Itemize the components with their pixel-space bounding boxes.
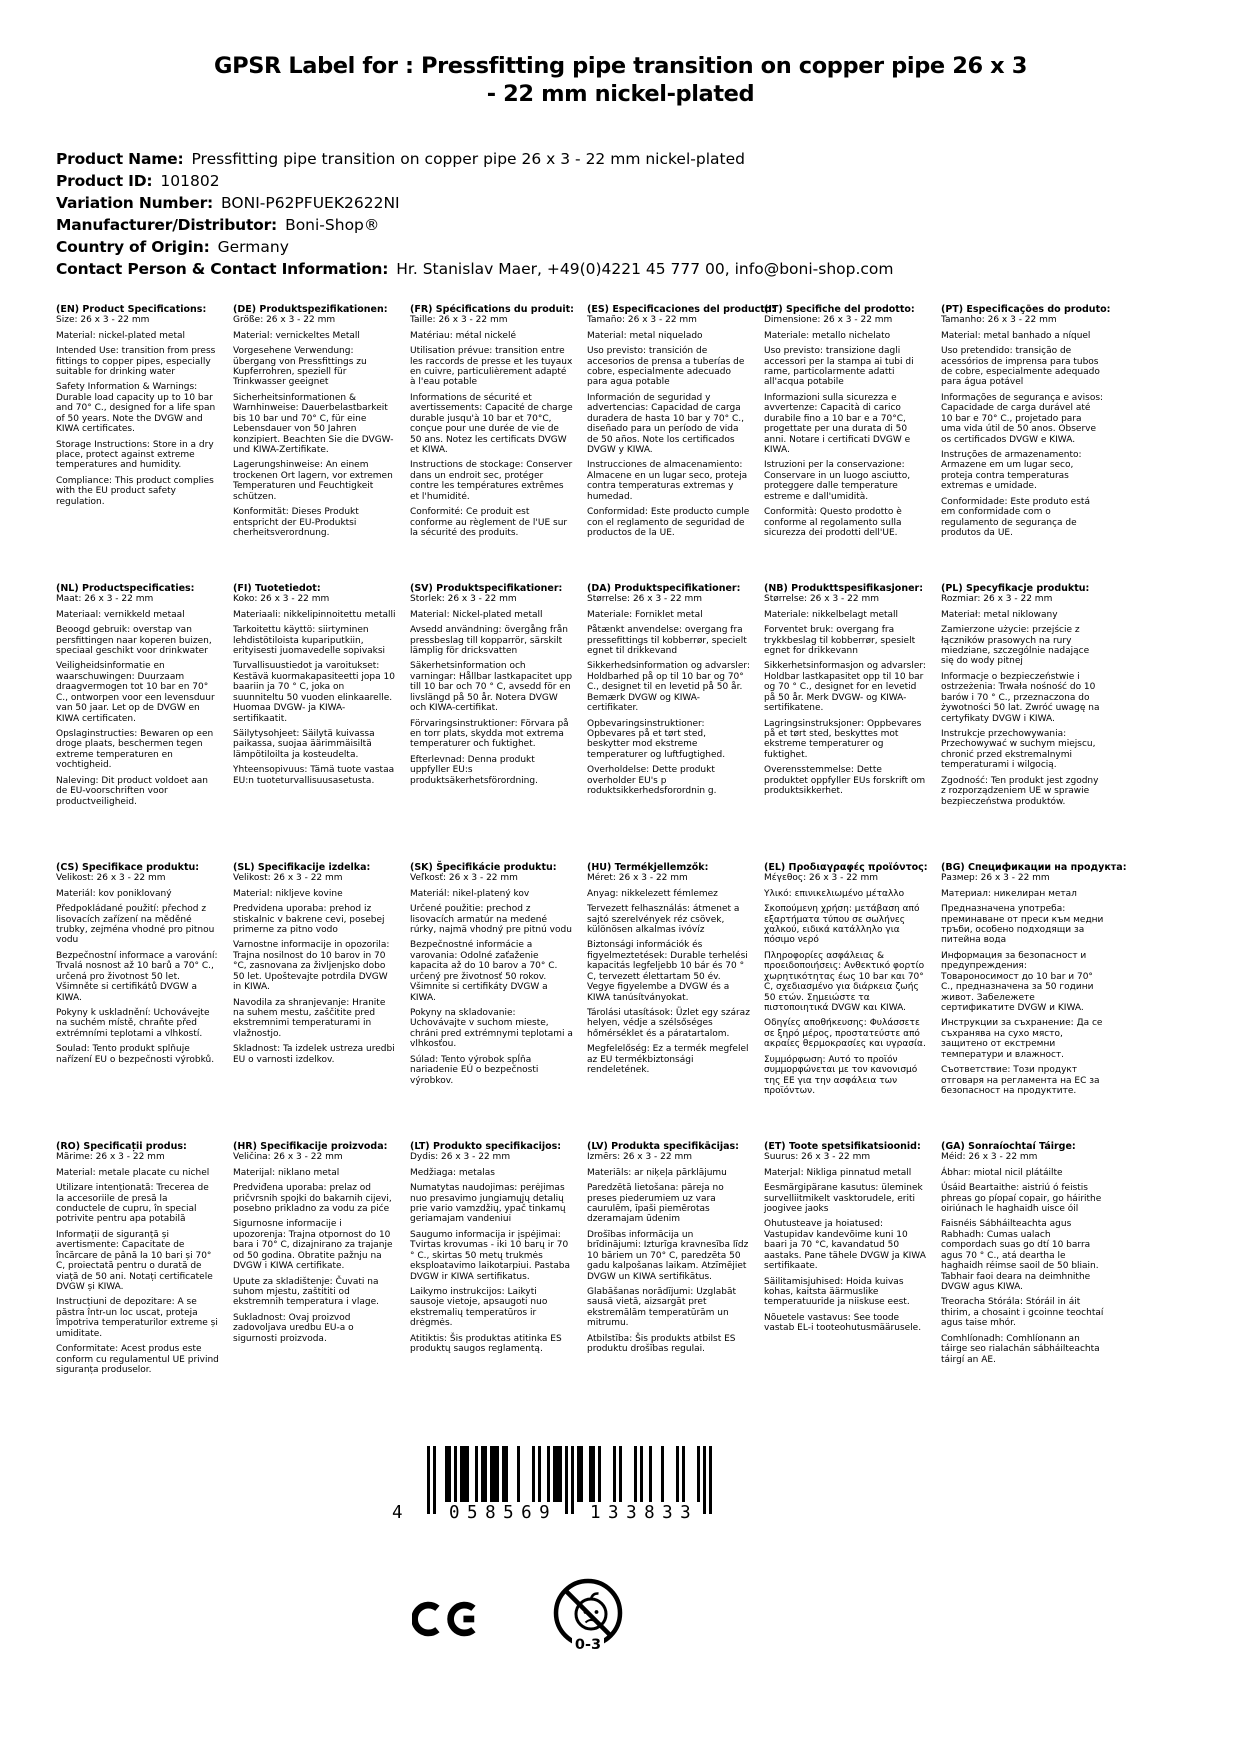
spec-block-header: (SK) Špecifikácie produktu: xyxy=(410,862,557,873)
spec-block-header: (CS) Specifikace produktu: xyxy=(56,862,200,873)
spec-paragraph: Material: Nickel-plated metall xyxy=(410,609,543,620)
spec-block-hu xyxy=(587,862,750,1141)
spec-paragraph: Tamaño: 26 x 3 - 22 mm xyxy=(587,315,697,326)
spec-paragraph: Veličina: 26 x 3 - 22 mm xyxy=(233,1152,343,1163)
spec-block-hr xyxy=(233,1141,396,1420)
spec-paragraph: Материал: никелиран метал xyxy=(941,888,1077,899)
product-info-row xyxy=(56,236,1241,258)
barcode-digits xyxy=(392,1502,712,1526)
spec-paragraph: Sigurnosne informacije i upozorenja: Trajna otpornost do 10 bara i 70° C, dizajnirano za trajanje od 50 godina. Obratite pažnju na DVGW i KIWA certifikate. xyxy=(233,1219,393,1272)
spec-paragraph: Naleving: Dit product voldoet aan de EU-voorschriften voor productveiligheid. xyxy=(56,775,208,807)
spec-paragraph: Beoogd gebruik: overstap van persfittingen naar koperen buizen, speciaal geschikt voor drinkwater xyxy=(56,625,212,656)
spec-paragraph: Uso previsto: transición de accesorios de prensa a tuberías de cobre, especialmente adecuado para agua potable xyxy=(587,346,745,388)
spec-paragraph: Material: nikljeve kovine xyxy=(233,888,343,899)
bottom-section xyxy=(0,1438,1241,1698)
spec-paragraph: Påtænkt anvendelse: overgang fra pressefittings til kobberrør, specielt egnet til drikkevand xyxy=(587,625,747,656)
spec-block-lv xyxy=(587,1141,750,1420)
spec-block-header: (RO) Specificații produs: xyxy=(56,1141,187,1152)
ean13-barcode xyxy=(392,1446,712,1523)
spec-paragraph: Uso previsto: transizione dagli accessori per la stampa ai tubi di rame, particolarmente adatti all'acqua potabile xyxy=(764,346,914,388)
spec-block-header: (SV) Produktspecifikationer: xyxy=(410,583,563,594)
spec-block-header: (PL) Specyfikacje produktu: xyxy=(941,583,1090,594)
spec-paragraph: Размер: 26 x 3 - 22 mm xyxy=(941,873,1050,884)
spec-paragraph: Materiál: nikel-platený kov xyxy=(410,888,530,899)
spec-block-bg xyxy=(941,862,1127,1141)
spec-paragraph: Ábhar: miotal nicil plátáilte xyxy=(941,1167,1063,1178)
spec-paragraph: Numatytas naudojimas: perėjimas nuo presavimo jungiamųjų detalių prie vario vamzdžių, ypač tinkamų geriamajam vandeniui xyxy=(410,1183,566,1225)
spec-paragraph: Veiligheidsinformatie en waarschuwingen: Duurzaam draagvermogen tot 10 bar en 70° C., ontworpen voor een levensduur van 50 jaar. Let op de DVGW en KIWA certificaten. xyxy=(56,661,215,724)
age-warning-0-3-icon xyxy=(549,1576,627,1658)
info-label: Manufacturer/Distributor: xyxy=(56,216,278,234)
spec-paragraph: Materiāls: ar niķeļa pārklājumu xyxy=(587,1167,727,1178)
spec-paragraph: Určené použitie: prechod z lisovacích armatúr na medené rúrky, najmä vhodný pre pitnú vodu xyxy=(410,904,572,935)
spec-paragraph: Materijal: niklano metal xyxy=(233,1167,340,1178)
spec-paragraph: Størrelse: 26 x 3 - 22 mm xyxy=(764,594,879,605)
spec-paragraph: Υλικό: επινικελιωμένο μέταλλο xyxy=(764,888,905,899)
spec-paragraph: Saugumo informacija ir įspėjimai: Tvirtas krovumas - iki 10 barų ir 70 ° C., skirtas 50 metų trukmės eksploatavimo laikotarpiui. Pastaba DVGW ir KIWA sertifikatus. xyxy=(410,1229,570,1282)
info-value: Hr. Stanislav Maer, +49(0)4221 45 777 00, info@boni-shop.com xyxy=(396,260,894,278)
spec-block-fr xyxy=(410,304,573,583)
spec-paragraph: Storlek: 26 x 3 - 22 mm xyxy=(410,594,517,605)
spec-paragraph: Overensstemmelse: Dette produktet oppfyller EUs forskrift om produktsikkerhet. xyxy=(764,765,926,797)
spec-block-header: (GA) Sonraíochtaí Táirge: xyxy=(941,1141,1076,1152)
spec-paragraph: Velikost: 26 x 3 - 22 mm xyxy=(56,873,166,884)
info-value: BONI-P62PFUEK2622NI xyxy=(221,194,400,212)
spec-paragraph: Istruzioni per la conservazione: Conservare in un luogo asciutto, proteggere dalle temperature estreme e dall'umidità. xyxy=(764,460,911,502)
spec-paragraph: Größe: 26 x 3 - 22 mm xyxy=(233,315,336,326)
spec-paragraph: Dydis: 26 x 3 - 22 mm xyxy=(410,1152,511,1163)
spec-block-header: (SL) Specifikacije izdelka: xyxy=(233,862,371,873)
barcode-left-digit: 4 xyxy=(392,1503,403,1523)
spec-paragraph: Materiał: metal niklowany xyxy=(941,609,1058,620)
spec-paragraph: Anyag: nikkelezett fémlemez xyxy=(587,888,718,899)
spec-paragraph: Biztonsági információk és figyelmeztetések: Durable terhelési kapacitás legfeljebb 10 bár és 70 ° C, tervezett élettartam 50 év. Vegye figyelembe a DVGW és a KIWA tanúsítványokat. xyxy=(587,940,748,1003)
spec-paragraph: Tamanho: 26 x 3 - 22 mm xyxy=(941,315,1057,326)
spec-paragraph: Säilytysohjeet: Säilytä kuivassa paikassa, suojaa äärimmäisiltä lämpötiloilta ja kosteudelta. xyxy=(233,729,375,760)
spec-paragraph: Tervezett felhasználás: átmenet a sajtó szerelvények réz csövek, különösen alkalmas ivóvíz xyxy=(587,904,740,935)
page-title xyxy=(0,0,1241,108)
spec-block-header: (HU) Termékjellemzők: xyxy=(587,862,709,873)
spec-paragraph: Koko: 26 x 3 - 22 mm xyxy=(233,594,330,605)
spec-paragraph: Yhteensopivuus: Tämä tuote vastaa EU:n tuoteturvallisuusasetusta. xyxy=(233,765,395,786)
spec-paragraph: Suurus: 26 x 3 - 22 mm xyxy=(764,1152,871,1163)
spec-paragraph: Instrucciones de almacenamiento: Almacene en un lugar seco, proteja contra temperaturas extremas y humedad. xyxy=(587,460,748,502)
product-info-row xyxy=(56,170,1241,192)
spec-block-nl xyxy=(56,583,219,862)
info-label: Product Name: xyxy=(56,150,184,168)
spec-block-ga xyxy=(941,1141,1104,1420)
spec-paragraph: Upute za skladištenje: Čuvati na suhom mjestu, zaštititi od ekstremnih temperatura i vlage. xyxy=(233,1276,379,1308)
spec-paragraph: Opslaginstructies: Bewaren op een droge plaats, beschermen tegen extreme temperaturen en vochtigheid. xyxy=(56,729,214,771)
spec-block-header: (DE) Produktspezifikationen: xyxy=(233,304,388,315)
spec-block-es xyxy=(587,304,776,583)
spec-paragraph: Izmērs: 26 x 3 - 22 mm xyxy=(587,1152,693,1163)
spec-block-sv xyxy=(410,583,573,862)
spec-paragraph: Material: metal banhado a níquel xyxy=(941,330,1091,341)
spec-block-pt xyxy=(941,304,1111,583)
spec-paragraph: Předpokládané použití: přechod z lisovacích zařízení na měděné trubky, zejména vhodné pro pitnou vodu xyxy=(56,904,215,946)
info-label: Variation Number: xyxy=(56,194,214,212)
spec-paragraph: Instrukcje przechowywania: Przechowywać w suchym miejscu, chronić przed ekstremalnymi temperaturami i wilgocią. xyxy=(941,729,1096,771)
spec-paragraph: Mărime: 26 x 3 - 22 mm xyxy=(56,1152,165,1163)
spec-paragraph: Atitiktis: Šis produktas atitinka ES produktų saugos reglamentą. xyxy=(410,1333,562,1355)
spec-paragraph: Informazioni sulla sicurezza e avvertenze: Capacità di carico durabile fino a 10 bar e a 70°C, progettate per una durata di 50 anni. Notare i certificati DVGW e KIWA. xyxy=(764,392,911,456)
spec-block-fi xyxy=(233,583,396,862)
spec-paragraph: Οδηγίες αποθήκευσης: Φυλάσσετε σε ξηρό μέρος, προστατεύστε από ακραίες θερμοκρασίες και υγρασία. xyxy=(764,1018,926,1050)
spec-paragraph: Størrelse: 26 x 3 - 22 mm xyxy=(587,594,702,605)
spec-block-header: (BG) Спецификации на продукта: xyxy=(941,862,1127,873)
spec-block-sl xyxy=(233,862,396,1141)
spec-block-ro xyxy=(56,1141,219,1420)
spec-paragraph: Instrucțiuni de depozitare: A se păstra într-un loc uscat, proteja împotriva temperaturilor extreme și umiditate. xyxy=(56,1297,218,1339)
spec-paragraph: Съответствие: Този продукт отговаря на регламента на ЕС за безопасност на продуктите. xyxy=(941,1065,1100,1097)
info-value: 101802 xyxy=(160,172,220,190)
spec-paragraph: Súlad: Tento výrobok spĺňa nariadenie EÚ o bezpečnosti výrobkov. xyxy=(410,1054,539,1086)
product-info-row xyxy=(56,214,1241,236)
spec-paragraph: Instructions de stockage: Conserver dans un endroit sec, protéger contre les températures extrêmes et l'humidité. xyxy=(410,460,573,502)
spec-paragraph: Material: metale placate cu nichel xyxy=(56,1167,210,1178)
spec-block-header: (LT) Produkto specifikacijos: xyxy=(410,1141,562,1152)
spec-block-header: (EL) Προδιαγραφές προϊόντος: xyxy=(764,862,928,873)
spec-paragraph: Sikkerhetsinformasjon og advarsler: Holdbar lastkapasitet opp til 10 bar og 70 ° C., designet for en levetid på 50 år. Merk DVGW- og KIWA-sertifikatene. xyxy=(764,661,926,714)
spec-block-el xyxy=(764,862,927,1141)
spec-paragraph: Soulad: Tento produkt splňuje nařízení EU o bezpečnosti výrobků. xyxy=(56,1044,215,1065)
spec-block-header: (IT) Specifiche del prodotto: xyxy=(764,304,915,315)
spec-paragraph: Efterlevnad: Denna produkt uppfyller EU:s produktsäkerhetsförordning. xyxy=(410,754,538,786)
spec-paragraph: Πληροφορίες ασφάλειας & προειδοποιήσεις: Ανθεκτικό φορτίο χωρητικότητας έως 10 bar και 70° C, σχεδιασμένο για διάρκεια ζωής 50 ετών. Σημειώστε τα πιστοποιητικά DVGW και KIWA. xyxy=(764,950,925,1014)
spec-paragraph: Informacje o bezpieczeństwie i ostrzeżenia: Trwała nośność do 10 barów i 70 ° C., przeznaczona do żywotności 50 lat. Zwróć uwagę na certyfikaty DVGW i KIWA. xyxy=(941,671,1100,724)
spec-paragraph: Conformité: Ce produit est conforme au règlement de l'UE sur la sécurité des produits. xyxy=(410,507,568,539)
spec-paragraph: Förvaringsinstruktioner: Förvara på en torr plats, skydda mot extrema temperaturer och fuktighet. xyxy=(410,718,569,750)
spec-paragraph: Úsáid Beartaithe: aistriú ó feistis phreas go píopaí copair, go háirithe oiriúnach le haghaidh uisce óil xyxy=(941,1183,1102,1214)
page-title-line2: - 22 mm nickel-plated xyxy=(486,81,755,107)
spec-paragraph: Informations de sécurité et avertissements: Capacité de charge durable jusqu'à 10 bar et 70°C, conçue pour une durée de vie de 50 ans. Notez les certificats DVGW et KIWA. xyxy=(410,392,573,456)
spec-paragraph: Sicherheitsinformationen & Warnhinweise: Dauerbelastbarkeit bis 10 bar und 70° C, für eine Lebensdauer von 50 Jahren konzipiert. Beachten Sie die DVGW- und KIWA-Zertifikate. xyxy=(233,392,394,456)
spec-paragraph: Utilisation prévue: transition entre les raccords de presse et les tuyaux en cuivre, particulièrement adapté à l'eau potable xyxy=(410,346,573,388)
spec-paragraph: Predviđena uporaba: prelaz od pričvrsnih spojki do bakarnih cijevi, posebno prikladno za vodu za piće xyxy=(233,1183,392,1214)
spec-paragraph: Lagringsinstruksjoner: Oppbevares på et tørt sted, beskyttes mot ekstreme temperaturer og fuktighet. xyxy=(764,718,922,760)
spec-paragraph: Maat: 26 x 3 - 22 mm xyxy=(56,594,154,605)
spec-paragraph: Tárolási utasítások: Üzlet egy száraz helyen, védje a szélsőséges hőmérséklet és a páratartalom. xyxy=(587,1008,750,1039)
product-info-row xyxy=(56,148,1241,170)
spec-paragraph: Información de seguridad y advertencias: Capacidad de carga duradera de hasta 10 bar y 70° C., diseñado para un período de vida de 50 años. Note los certificados DVGW y KIWA. xyxy=(587,392,744,456)
barcode-group2: 133833 xyxy=(590,1503,699,1523)
spec-paragraph: Eesmärgipärane kasutus: üleminek survelliitmikelt vasktorudele, eriti joogivee jaoks xyxy=(764,1183,923,1214)
spec-paragraph: Zgodność: Ten produkt jest zgodny z rozporządzeniem UE w sprawie bezpieczeństwa produktów. xyxy=(941,775,1099,807)
info-label: Product ID: xyxy=(56,172,153,190)
spec-paragraph: Instruções de armazenamento: Armazene em um lugar seco, proteja contra temperaturas extremas e umidade. xyxy=(941,450,1082,492)
spec-paragraph: Информация за безопасност и предупреждения: Товароносимост до 10 bar и 70° C., предназначена за 50 години живот. Забележете сертификатите DVGW и KIWA. xyxy=(941,950,1094,1014)
spec-paragraph: Predvidena uporaba: prehod iz stiskalnic v bakrene cevi, posebej primerne za pitno vodo xyxy=(233,904,385,935)
spec-paragraph: Informații de siguranță și avertismente: Capacitate de încărcare de până la 10 bari și 70° C, proiectată pentru o durată de viață de 50 ani. Notați certificatele DVGW și KIWA. xyxy=(56,1229,213,1293)
ce-mark-icon xyxy=(412,1584,484,1654)
spec-paragraph: Navodila za shranjevanje: Hranite na suhem mestu, zaščitite pred ekstremnimi temperaturami in vlažnostjo. xyxy=(233,997,386,1039)
spec-paragraph: Compliance: This product complies with the EU product safety regulation. xyxy=(56,475,214,507)
spec-paragraph: Avsedd användning: övergång från pressbeslag till kopparrör, särskilt lämplig för dricksvatten xyxy=(410,625,568,656)
spec-paragraph: Overholdelse: Dette produkt overholder EU's p roduktsikkerhedsforordnin g. xyxy=(587,765,717,797)
spec-block-header: (FR) Spécifications du produit: xyxy=(410,304,574,315)
spec-paragraph: Medžiaga: metalas xyxy=(410,1167,495,1178)
spec-paragraph: Σκοπούμενη χρήση: μετάβαση από εξαρτήματα τύπου σε σωλήνες χαλκού, ειδικά κατάλληλο για πόσιμο νερό xyxy=(764,904,920,946)
spec-paragraph: Rozmiar: 26 x 3 - 22 mm xyxy=(941,594,1053,605)
spec-paragraph: Glabāšanas norādījumi: Uzglabāt sausā vietā, aizsargāt pret ekstremālām temperatūrām un mitrumu. xyxy=(587,1287,736,1329)
spec-paragraph: Utilizare intenționată: Trecerea de la accesoriile de presă la conductele de cupru, în special potrivite pentru apa potabilă xyxy=(56,1183,209,1225)
spec-block-header: (EN) Product Specifications: xyxy=(56,304,207,315)
spec-block-header: (ES) Especificaciones del producto: xyxy=(587,304,776,315)
spec-block-header: (ET) Toote spetsifikatsioonid: xyxy=(764,1141,921,1152)
spec-paragraph: Informações de segurança e avisos: Capacidade de carga durável até 10 bar e 70° C., projetado para uma vida útil de 50 anos. Observe os certificados DVGW e KIWA. xyxy=(941,392,1104,445)
spec-paragraph: Matériau: métal nickelé xyxy=(410,330,516,341)
spec-paragraph: Nõuetele vastavus: See toode vastab EL-i tooteohutusmäärusele. xyxy=(764,1312,922,1334)
spec-block-header: (LV) Produkta specifikācijas: xyxy=(587,1141,739,1152)
spec-paragraph: Sikkerhedsinformation og advarsler: Holdbarhed på op til 10 bar og 70° C., designet til en levetid på 50 år. Bemærk DVGW og KIWA-certifikater. xyxy=(587,661,750,714)
spec-paragraph: Méret: 26 x 3 - 22 mm xyxy=(587,873,688,884)
spec-paragraph: Konformität: Dieses Produkt entspricht der EU-Produktsi cherheitsverordnung. xyxy=(233,507,359,539)
spec-paragraph: Инструкции за съхранение: Да се съхранява на сухо място, защитено от екстремни температури и влажност. xyxy=(941,1018,1103,1060)
spec-paragraph: Conformità: Questo prodotto è conforme al regolamento sulla sicurezza dei prodotti dell'UE. xyxy=(764,507,902,539)
spec-paragraph: Comhlíonadh: Comhlíonann an táirge seo rialachán sábháilteachta táirgí an AE. xyxy=(941,1333,1100,1365)
spec-paragraph: Συμμόρφωση: Αυτό το προϊόν συμμορφώνεται με τον κανονισμό της ΕΕ για την ασφάλεια των προϊόντων. xyxy=(764,1054,918,1097)
info-label: Contact Person & Contact Information: xyxy=(56,260,389,278)
spec-paragraph: Materiál: kov poniklovaný xyxy=(56,888,172,899)
product-info-row xyxy=(56,192,1241,214)
spec-paragraph: Storage Instructions: Store in a dry place, protect against extreme temperatures and humidity. xyxy=(56,439,214,471)
spec-paragraph: Intended Use: transition from press fittings to copper pipes, especially suitable for drinking water xyxy=(56,346,216,377)
spec-paragraph: Atbilstība: Šis produkts atbilst ES produktu drošības regulai. xyxy=(587,1333,736,1355)
spec-paragraph: Skladnost: Ta izdelek ustreza uredbi EU o varnosti izdelkov. xyxy=(233,1044,395,1065)
spec-paragraph: Méid: 26 x 3 - 22 mm xyxy=(941,1152,1038,1163)
spec-block-pl xyxy=(941,583,1104,862)
info-value: Boni-Shop® xyxy=(285,216,380,234)
info-value: Pressfitting pipe transition on copper pipe 26 x 3 - 22 mm nickel-plated xyxy=(191,150,745,168)
spec-paragraph: Bezpečnostní informace a varování: Trvalá nosnost až 10 barů a 70° C., určená pro životnost 50 let. Všimněte si certifikátů DVGW a KIWA. xyxy=(56,950,218,1003)
spec-paragraph: Materiale: Forniklet metal xyxy=(587,609,703,620)
spec-paragraph: Lagerungshinweise: An einem trockenen Ort lagern, vor extremen Temperaturen und Feuchtigkeit schützen. xyxy=(233,460,393,502)
spec-paragraph: Laikymo instrukcijos: Laikyti sausoje vietoje, apsaugoti nuo ekstremalių temperatūros ir drėgmės. xyxy=(410,1287,548,1329)
spec-paragraph: Turvallisuustiedot ja varoitukset: Kestävä kuormakapasiteetti jopa 10 baariin ja 70 ° C, joka on suunniteltu 50 vuoden elinkaarelle. Huomaa DVGW- ja KIWA-sertifikaatit. xyxy=(233,661,395,724)
spec-paragraph: Materiaal: vernikkeld metaal xyxy=(56,609,185,620)
barcode-group1: 058569 xyxy=(449,1503,558,1523)
spec-paragraph: Paredzētā lietošana: pāreja no preses piederumiem uz vara caurulēm, īpaši piemērotas dzeramajam ūdenim xyxy=(587,1183,724,1225)
spec-paragraph: Materiale: nikkelbelagt metall xyxy=(764,609,899,620)
spec-paragraph: Materiale: metallo nichelato xyxy=(764,330,891,341)
product-info xyxy=(56,148,1241,280)
spec-paragraph: Taille: 26 x 3 - 22 mm xyxy=(410,315,508,326)
spec-paragraph: Varnostne informacije in opozorila: Trajna nosilnost do 10 barov in 70 °C, zasnovana za življenjsko dobo 50 let. Upoštevajte potrdila DVGW in KIWA. xyxy=(233,940,390,993)
spec-block-da xyxy=(587,583,750,862)
spec-block-header: (HR) Specifikacije proizvoda: xyxy=(233,1141,388,1152)
spec-paragraph: Vorgesehene Verwendung: übergang von Pressfittings zu Kupferrohren, speziell für Trinkwasser geeignet xyxy=(233,346,367,388)
spec-paragraph: Dimensione: 26 x 3 - 22 mm xyxy=(764,315,893,326)
spec-block-en xyxy=(56,304,219,583)
spec-paragraph: Megfelelőség: Ez a termék megfelel az EU termékbiztonsági rendeletének. xyxy=(587,1044,749,1076)
spec-block-et xyxy=(764,1141,927,1420)
spec-paragraph: Material: vernickeltes Metall xyxy=(233,330,360,341)
spec-paragraph: Materjal: Nikliga pinnatud metall xyxy=(764,1167,912,1178)
spec-paragraph: Conformidad: Este producto cumple con el reglamento de seguridad de productos de la UE. xyxy=(587,507,750,539)
info-label: Country of Origin: xyxy=(56,238,210,256)
spec-paragraph: Zamierzone użycie: przejście z łączników prasowych na rury miedziane, szczególnie nadające się do wody pitnej xyxy=(941,625,1090,667)
spec-paragraph: Veľkosť: 26 x 3 - 22 mm xyxy=(410,873,518,884)
spec-paragraph: Ohutusteave ja hoiatused: Vastupidav kandevõime kuni 10 baari ja 70 °C, kavandatud 50 aastaks. Pane tähele DVGW ja KIWA sertifikaate. xyxy=(764,1219,926,1272)
spec-paragraph: Tarkoitettu käyttö: siirtyminen lehdistötiloista kupariputkiin, erityisesti juomavedelle sopivaksi xyxy=(233,625,386,656)
spec-paragraph: Size: 26 x 3 - 22 mm xyxy=(56,315,150,326)
spec-block-lt xyxy=(410,1141,573,1420)
spec-paragraph: Drošības informācija un brīdinājumi: Izturīga kravnesība līdz 10 bāriem un 70° C, paredzēta 50 gadu kalpošanas laikam. Atzīmējiet DVGW un KIWA sertifikātus. xyxy=(587,1229,749,1282)
product-info-row xyxy=(56,258,1241,280)
info-value: Germany xyxy=(217,238,289,256)
spec-paragraph: Предназначена употреба: преминаване от преси към медни тръби, особено подходящи за питейна вода xyxy=(941,904,1104,946)
spec-block-it xyxy=(764,304,927,583)
spec-paragraph: Säilitamisjuhised: Hoida kuivas kohas, kaitsta äärmuslike temperatuuride ja niiskuse eest. xyxy=(764,1276,910,1308)
spec-paragraph: Velikost: 26 x 3 - 22 mm xyxy=(233,873,343,884)
spec-block-sk xyxy=(410,862,573,1141)
spec-paragraph: Sukladnost: Ovaj proizvod zadovoljava uredbu EU-a o sigurnosti proizvoda. xyxy=(233,1312,354,1344)
spec-grid xyxy=(56,304,1127,1420)
spec-paragraph: Material: metal niquelado xyxy=(587,330,703,341)
spec-block-header: (FI) Tuotetiedot: xyxy=(233,583,321,594)
spec-block-header: (PT) Especificações do produto: xyxy=(941,304,1111,315)
spec-paragraph: Pokyny k uskladnění: Uchovávejte na suchém místě, chraňte před extrémními teplotami a vlhkostí. xyxy=(56,1008,210,1039)
age-warning-label: 0-3 xyxy=(574,1637,602,1653)
spec-block-header: (NL) Productspecificaties: xyxy=(56,583,195,594)
spec-paragraph: Safety Information & Warnings: Durable load capacity up to 10 bar and 70° C., designed for a life span of 50 years. Note the DVGW and KIWA certificates. xyxy=(56,382,216,435)
spec-paragraph: Μέγεθος: 26 x 3 - 22 mm xyxy=(764,873,879,884)
spec-paragraph: Materiaali: nikkelipinnoitettu metalli xyxy=(233,609,396,620)
spec-block-de xyxy=(233,304,396,583)
spec-paragraph: Treoracha Stórála: Stóráil in áit thirim, a chosaint i gcoinne teochtaí agus taise mhór. xyxy=(941,1297,1104,1329)
spec-paragraph: Bezpečnostné informácie a varovania: Odolné zaťaženie kapacita až do 10 barov a 70° C. určený pre životnosť 50 rokov. Všimnite si certifikáty DVGW a KIWA. xyxy=(410,940,558,1003)
spec-block-header: (DA) Produktspecifikationer: xyxy=(587,583,741,594)
spec-paragraph: Opbevaringsinstruktioner: Opbevares på et tørt sted, beskytter mod ekstreme temperaturer og luftfugtighed. xyxy=(587,718,726,760)
spec-paragraph: Forventet bruk: overgang fra trykkbeslag til kobberrør, spesielt egnet for drikkevann xyxy=(764,625,916,656)
spec-paragraph: Pokyny na skladovanie: Uchovávajte v suchom mieste, chráni pred extrémnymi teplotami a vlhkosťou. xyxy=(410,1008,573,1050)
spec-paragraph: Faisnéis Sábháilteachta agus Rabhadh: Cumas ualach compordach suas go dtí 10 barra agus 70 ° C., atá deartha le haghaidh réimse saoil de 50 bliain. Tabhair faoi deara na deimhnithe DVGW agus KIWA. xyxy=(941,1219,1099,1293)
spec-paragraph: Conformidade: Este produto está em conformidade com o regulamento de segurança de produtos da UE. xyxy=(941,496,1090,539)
spec-block-nb xyxy=(764,583,927,862)
spec-paragraph: Material: nickel-plated metal xyxy=(56,330,186,341)
spec-paragraph: Uso pretendido: transição de acessórios de imprensa para tubos de cobre, especialmente adequado para água potável xyxy=(941,346,1100,388)
spec-paragraph: Conformitate: Acest produs este conform cu regulamentul UE privind siguranța produselor. xyxy=(56,1344,219,1376)
page-title-line1: GPSR Label for : Pressfitting pipe transition on copper pipe 26 x 3 xyxy=(214,53,1027,79)
spec-block-cs xyxy=(56,862,219,1141)
spec-block-header: (NB) Produkttspesifikasjoner: xyxy=(764,583,924,594)
spec-paragraph: Säkerhetsinformation och varningar: Hållbar lastkapacitet upp till 10 bar och 70 ° C, avsedd för en livslängd på 50 år. Notera DVGW och KIWA-certifikat. xyxy=(410,661,573,714)
